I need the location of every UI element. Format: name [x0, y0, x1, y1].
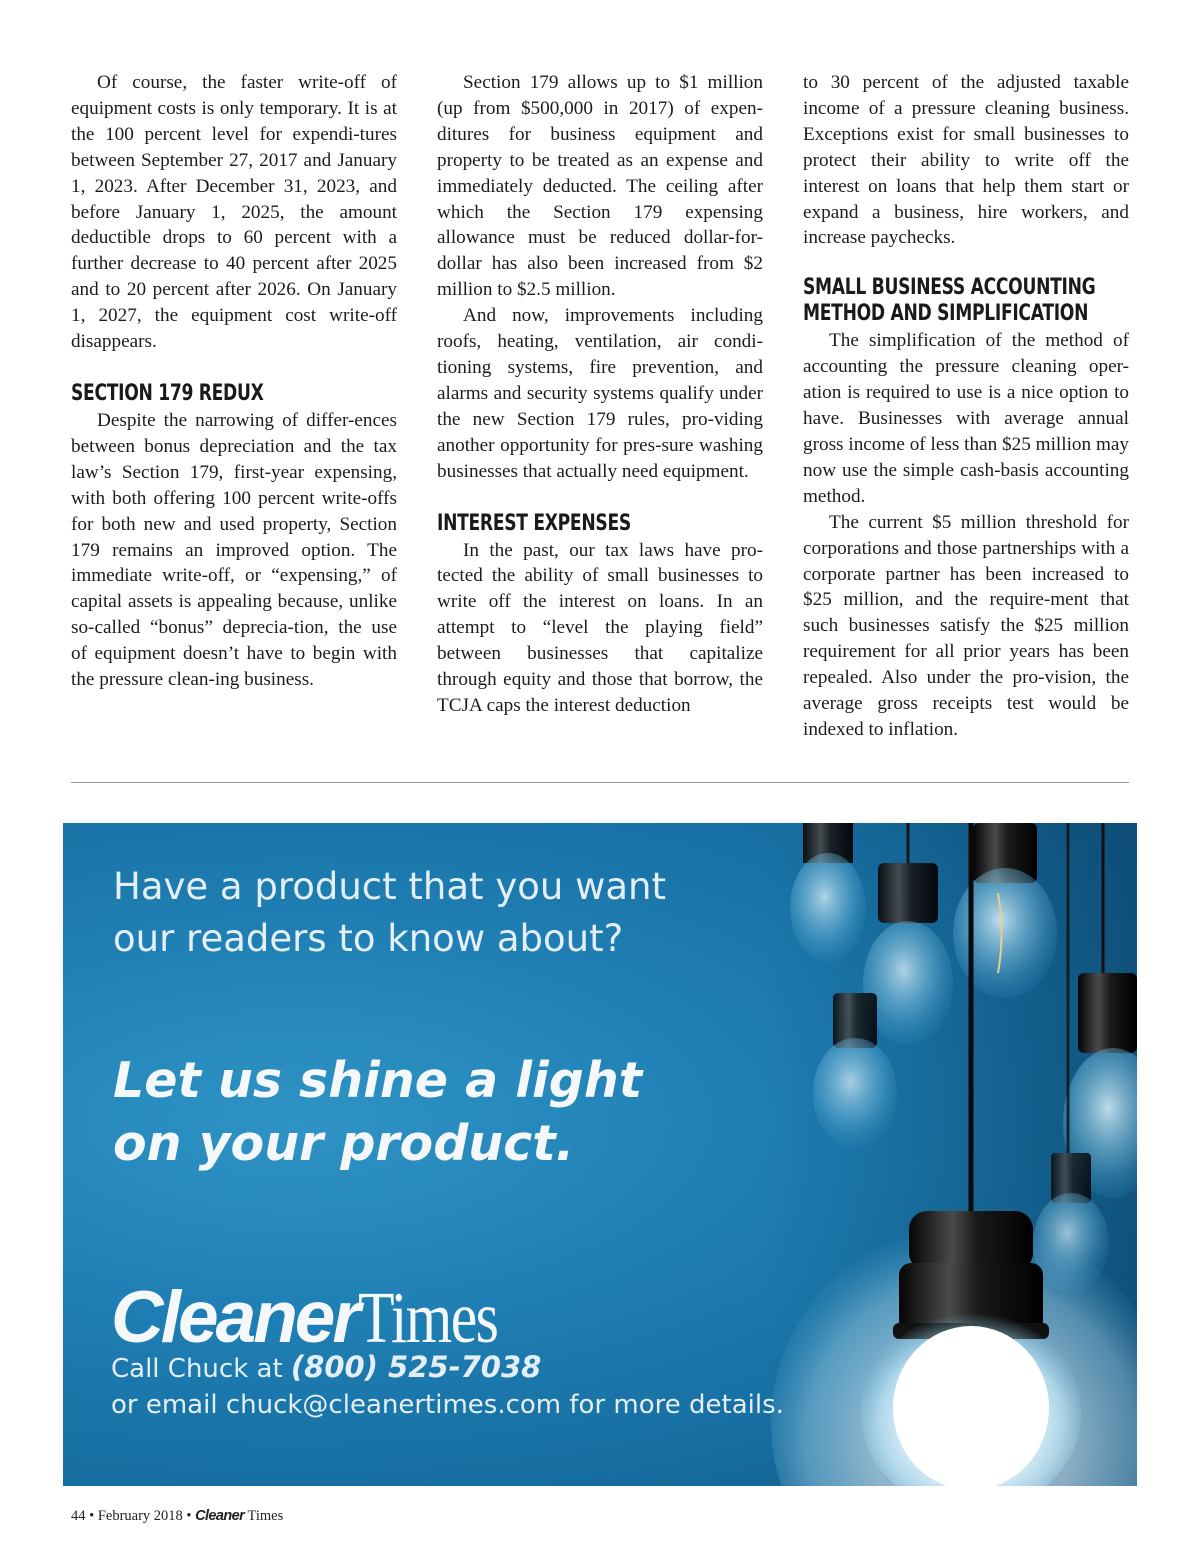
logo-word-2: Times — [357, 1277, 498, 1358]
divider — [71, 782, 1129, 783]
section-heading: SECTION 179 REDUX — [71, 380, 264, 406]
paragraph: And now, improvements including roofs, heating, ventilation, air condi-tioning systems, fire prevention, and alarms and security systems qualify under the new Section 179 rules, pro-viding another opportunity for pres-sure washing businesses that actually need equipment. — [437, 305, 763, 482]
ad-email-line[interactable]: or email chuck@cleanertimes.com for more details. — [111, 1390, 784, 1420]
ad-question — [113, 861, 666, 965]
ad-phone-number[interactable]: (800) 525-7038 — [290, 1350, 542, 1384]
footer-brand-2: Times — [247, 1508, 284, 1524]
section-heading — [803, 275, 1096, 327]
ad-question-line-1: Have a product that you want — [113, 865, 666, 908]
footer-separator: • — [85, 1508, 98, 1524]
article-column-1 — [71, 70, 397, 693]
paragraph: Section 179 allows up to $1 million (up from $500,000 in 2017) of expen-ditures for business equipment and property to be treated as an expense and immediately deducted. The ceiling after which the Section 179 expensing allowance must be reduced dollar-for-dollar has also been increased from $2 million to $2.5 million. — [437, 72, 763, 301]
issue-date: February 2018 — [97, 1508, 183, 1524]
article-column-2 — [437, 70, 763, 719]
paragraph: The simplification of the method of accounting the pressure cleaning oper-ation is required to use is a nice option to have. Businesses with average annual gross income of less than $25 million may now use the simple cash-basis accounting method. — [803, 330, 1129, 507]
footer-brand-1: Cleaner — [195, 1508, 245, 1524]
ad-call-label: Call Chuck at — [111, 1354, 291, 1384]
footer-separator: • — [182, 1508, 196, 1524]
paragraph: Despite the narrowing of differ-ences between bonus depreciation and the tax law’s Section 179, first-year expensing, with both offering 100 percent write-offs for both new and used property, Section 179 remains an improved option. The immediate write-off, or “expensing,” of capital assets is appealing because, unlike so-called “bonus” deprecia-tion, the use of equipment doesn’t have to begin with the pressure clean-ing business. — [71, 409, 397, 691]
section-heading-line-1: SMALL BUSINESS ACCOUNTING — [803, 275, 1096, 301]
paragraph: to 30 percent of the adjusted taxable income of a pressure cleaning business. Exceptions exist for small businesses to protect their ability to write off the interest on loans that help them start or expand a business, hire workers, and increase paychecks. — [803, 72, 1129, 249]
ad-tagline-line-2: on your product. — [113, 1115, 575, 1172]
ad-question-line-2: our readers to know about? — [113, 917, 624, 960]
logo-word-1: Cleaner — [111, 1277, 358, 1358]
section-heading: INTEREST EXPENSES — [437, 510, 631, 536]
advertisement[interactable] — [63, 823, 1137, 1486]
ad-tagline-line-1: Let us shine a light — [113, 1052, 643, 1109]
paragraph: The current $5 million threshold for corporations and those partnerships with a corporate partner has been increased to $25 million, and the require-ment that such businesses satisfy the $25 million requirement for all prior years has been repealed. Also under the pro-vision, the average gross receipts test would be indexed to inflation. — [803, 511, 1129, 740]
page-footer — [71, 1506, 283, 1526]
page-number: 44 — [71, 1508, 86, 1524]
paragraph: Of course, the faster write-off of equipment costs is only temporary. It is at the 100 percent level for expendi-tures between September 27, 2017 and January 1, 2023. After December 31, 2023, and before January 1, 2025, the amount deductible drops to 60 percent with a further decrease to 40 percent after 2025 and to 20 percent after 2026. On January 1, 2027, the equipment cost write-off disappears. — [71, 72, 397, 353]
ad-tagline — [113, 1049, 642, 1175]
article-column-3 — [803, 70, 1129, 743]
section-heading-line-2: METHOD AND SIMPLIFICATION — [803, 301, 1089, 327]
ad-contact — [111, 1349, 784, 1423]
paragraph: In the past, our tax laws have pro-tected the ability of small businesses to write off the interest on loans. In an attempt to “level the playing field” between businesses that capitalize through equity and those that borrow, the TCJA caps the interest deduction — [437, 539, 763, 716]
